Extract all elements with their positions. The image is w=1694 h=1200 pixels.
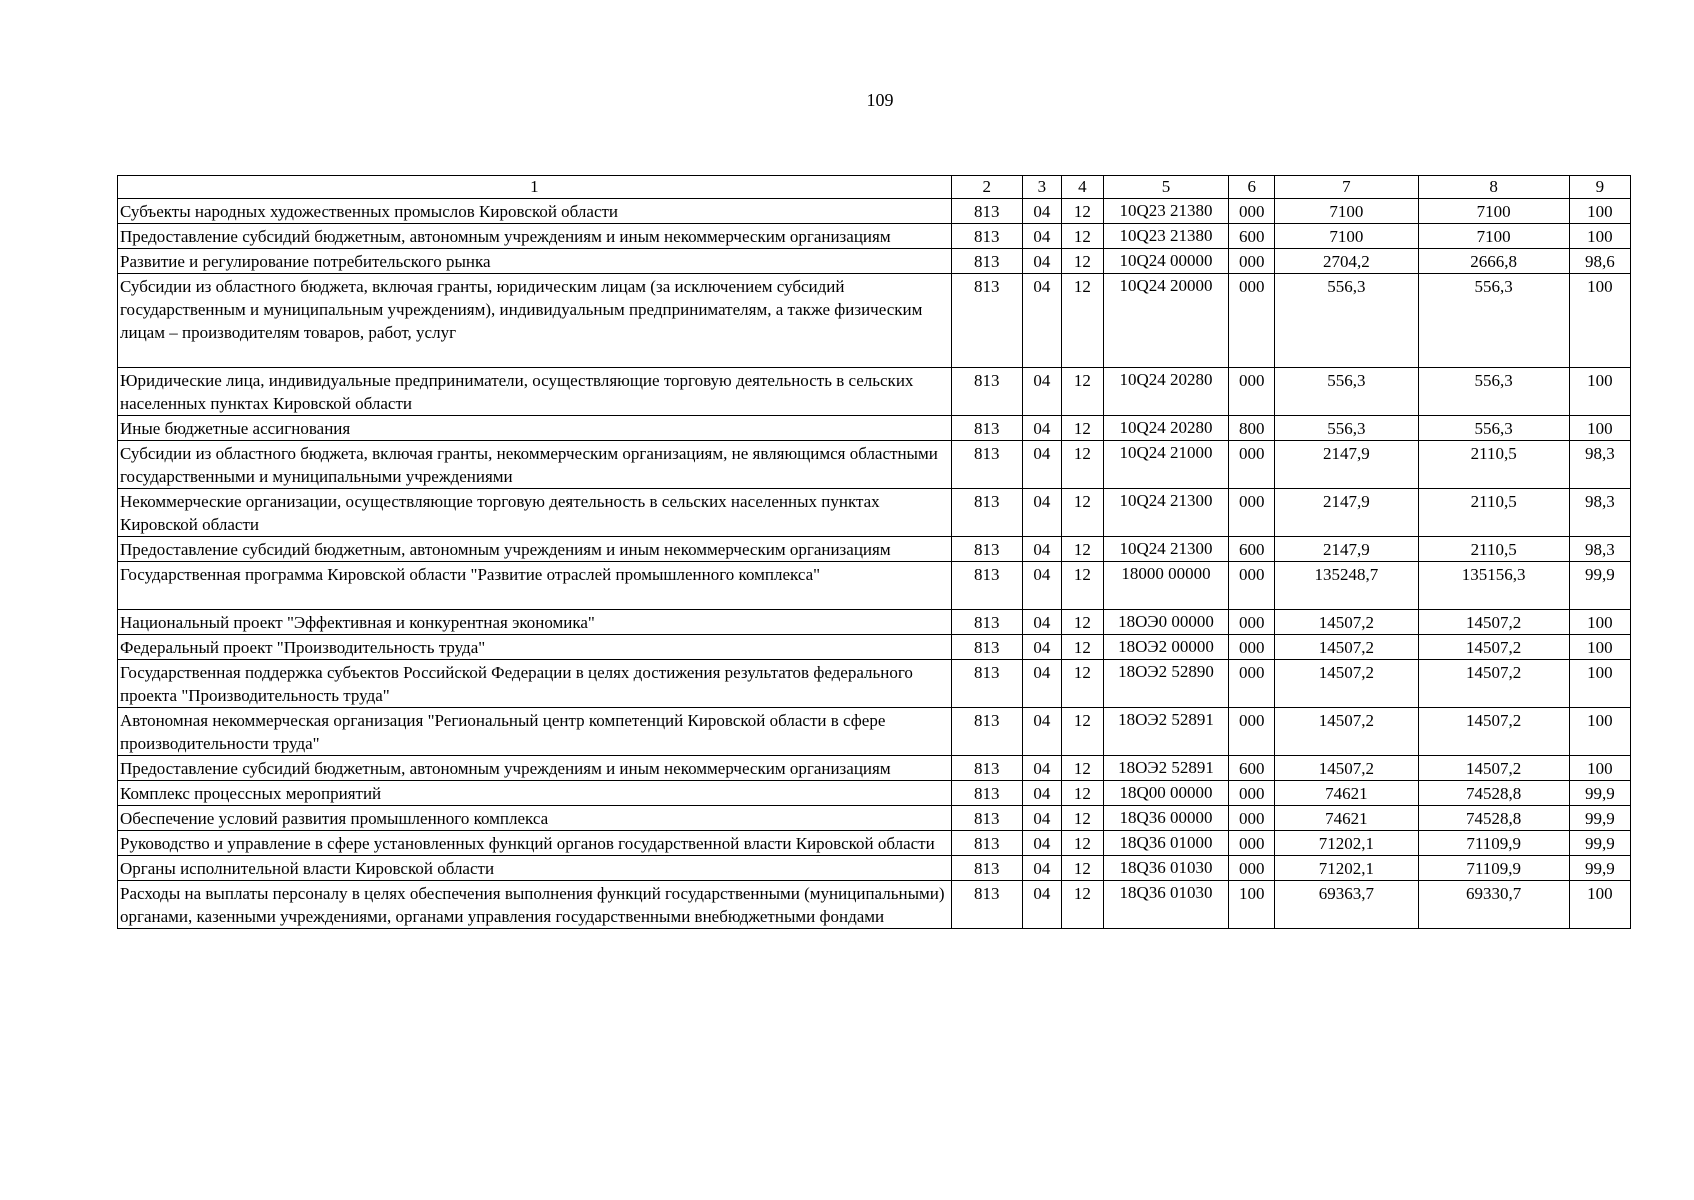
section-code: 04 xyxy=(1022,756,1061,781)
executed-amount: 74528,8 xyxy=(1418,806,1569,831)
section-code: 04 xyxy=(1022,806,1061,831)
target-article-code: 18Q36 01030 xyxy=(1103,856,1228,881)
ministry-code: 813 xyxy=(951,806,1022,831)
expense-type-code: 000 xyxy=(1229,831,1275,856)
planned-amount: 2147,9 xyxy=(1275,441,1418,489)
table-row xyxy=(118,756,1631,781)
subsection-code: 12 xyxy=(1061,441,1103,489)
target-article-code: 10Q24 20280 xyxy=(1103,416,1228,441)
expense-type-code: 000 xyxy=(1229,806,1275,831)
section-code: 04 xyxy=(1022,224,1061,249)
column-header-1: 1 xyxy=(118,176,952,199)
executed-amount: 14507,2 xyxy=(1418,635,1569,660)
expense-type-code: 000 xyxy=(1229,274,1275,368)
section-code: 04 xyxy=(1022,562,1061,610)
budget-table xyxy=(117,175,1631,929)
column-header-3: 3 xyxy=(1022,176,1061,199)
section-code: 04 xyxy=(1022,881,1061,929)
table-row xyxy=(118,224,1631,249)
subsection-code: 12 xyxy=(1061,224,1103,249)
expense-type-code: 000 xyxy=(1229,856,1275,881)
planned-amount: 71202,1 xyxy=(1275,856,1418,881)
planned-amount: 14507,2 xyxy=(1275,610,1418,635)
executed-amount: 74528,8 xyxy=(1418,781,1569,806)
table-row xyxy=(118,537,1631,562)
execution-percent: 99,9 xyxy=(1569,856,1630,881)
ministry-code: 813 xyxy=(951,416,1022,441)
execution-percent: 99,9 xyxy=(1569,562,1630,610)
table-row xyxy=(118,441,1631,489)
table-row xyxy=(118,489,1631,537)
row-name: Органы исполнительной власти Кировской области xyxy=(118,856,952,881)
table-row xyxy=(118,708,1631,756)
table-row xyxy=(118,274,1631,368)
execution-percent: 100 xyxy=(1569,635,1630,660)
expense-type-code: 600 xyxy=(1229,756,1275,781)
subsection-code: 12 xyxy=(1061,610,1103,635)
executed-amount: 14507,2 xyxy=(1418,708,1569,756)
planned-amount: 14507,2 xyxy=(1275,756,1418,781)
planned-amount: 556,3 xyxy=(1275,274,1418,368)
ministry-code: 813 xyxy=(951,635,1022,660)
row-name: Руководство и управление в сфере установленных функций органов государственной власти Кировской области xyxy=(118,831,952,856)
execution-percent: 98,3 xyxy=(1569,441,1630,489)
ministry-code: 813 xyxy=(951,441,1022,489)
section-code: 04 xyxy=(1022,199,1061,224)
ministry-code: 813 xyxy=(951,224,1022,249)
section-code: 04 xyxy=(1022,249,1061,274)
planned-amount: 14507,2 xyxy=(1275,635,1418,660)
planned-amount: 556,3 xyxy=(1275,368,1418,416)
subsection-code: 12 xyxy=(1061,660,1103,708)
ministry-code: 813 xyxy=(951,537,1022,562)
row-name: Иные бюджетные ассигнования xyxy=(118,416,952,441)
table-row xyxy=(118,199,1631,224)
execution-percent: 100 xyxy=(1569,416,1630,441)
ministry-code: 813 xyxy=(951,274,1022,368)
executed-amount: 2110,5 xyxy=(1418,441,1569,489)
execution-percent: 100 xyxy=(1569,881,1630,929)
executed-amount: 556,3 xyxy=(1418,274,1569,368)
target-article-code: 18ОЭ2 52891 xyxy=(1103,708,1228,756)
section-code: 04 xyxy=(1022,635,1061,660)
executed-amount: 556,3 xyxy=(1418,368,1569,416)
section-code: 04 xyxy=(1022,660,1061,708)
expense-type-code: 000 xyxy=(1229,781,1275,806)
executed-amount: 14507,2 xyxy=(1418,660,1569,708)
planned-amount: 74621 xyxy=(1275,781,1418,806)
row-name: Государственная программа Кировской области "Развитие отраслей промышленного комплекса" xyxy=(118,562,952,610)
section-code: 04 xyxy=(1022,441,1061,489)
table-row xyxy=(118,660,1631,708)
execution-percent: 99,9 xyxy=(1569,831,1630,856)
execution-percent: 100 xyxy=(1569,708,1630,756)
table-row xyxy=(118,881,1631,929)
expense-type-code: 000 xyxy=(1229,635,1275,660)
subsection-code: 12 xyxy=(1061,831,1103,856)
row-name: Некоммерческие организации, осуществляющие торговую деятельность в сельских населенных пунктах Кировской области xyxy=(118,489,952,537)
ministry-code: 813 xyxy=(951,756,1022,781)
ministry-code: 813 xyxy=(951,831,1022,856)
ministry-code: 813 xyxy=(951,660,1022,708)
table-row xyxy=(118,416,1631,441)
row-name: Комплекс процессных мероприятий xyxy=(118,781,952,806)
target-article-code: 18Q36 01030 xyxy=(1103,881,1228,929)
planned-amount: 74621 xyxy=(1275,806,1418,831)
table-row xyxy=(118,781,1631,806)
expense-type-code: 000 xyxy=(1229,660,1275,708)
target-article-code: 18Q36 00000 xyxy=(1103,806,1228,831)
executed-amount: 135156,3 xyxy=(1418,562,1569,610)
column-header-9: 9 xyxy=(1569,176,1630,199)
row-name: Субсидии из областного бюджета, включая гранты, юридическим лицам (за исключением субсидий государственным и муниципальным учреждениям), индивидуальным предпринимателям, а также физическим лицам – производителям товаров, работ, услуг xyxy=(118,274,952,368)
expense-type-code: 600 xyxy=(1229,537,1275,562)
expense-type-code: 000 xyxy=(1229,489,1275,537)
expense-type-code: 000 xyxy=(1229,199,1275,224)
expense-type-code: 000 xyxy=(1229,610,1275,635)
expense-type-code: 000 xyxy=(1229,708,1275,756)
column-header-8: 8 xyxy=(1418,176,1569,199)
expense-type-code: 800 xyxy=(1229,416,1275,441)
subsection-code: 12 xyxy=(1061,806,1103,831)
target-article-code: 10Q24 21300 xyxy=(1103,489,1228,537)
expense-type-code: 000 xyxy=(1229,441,1275,489)
section-code: 04 xyxy=(1022,489,1061,537)
subsection-code: 12 xyxy=(1061,274,1103,368)
subsection-code: 12 xyxy=(1061,249,1103,274)
subsection-code: 12 xyxy=(1061,199,1103,224)
execution-percent: 100 xyxy=(1569,199,1630,224)
execution-percent: 98,3 xyxy=(1569,489,1630,537)
ministry-code: 813 xyxy=(951,708,1022,756)
page-number: 109 xyxy=(866,90,894,110)
row-name: Предоставление субсидий бюджетным, автономным учреждениям и иным некоммерческим организациям xyxy=(118,537,952,562)
execution-percent: 100 xyxy=(1569,224,1630,249)
planned-amount: 135248,7 xyxy=(1275,562,1418,610)
subsection-code: 12 xyxy=(1061,416,1103,441)
executed-amount: 69330,7 xyxy=(1418,881,1569,929)
execution-percent: 100 xyxy=(1569,610,1630,635)
execution-percent: 99,9 xyxy=(1569,806,1630,831)
planned-amount: 71202,1 xyxy=(1275,831,1418,856)
expense-type-code: 000 xyxy=(1229,562,1275,610)
planned-amount: 556,3 xyxy=(1275,416,1418,441)
table-row xyxy=(118,249,1631,274)
table-row xyxy=(118,806,1631,831)
row-name: Государственная поддержка субъектов Российской Федерации в целях достижения результатов федерального проекта "Производительность труда" xyxy=(118,660,952,708)
row-name: Развитие и регулирование потребительского рынка xyxy=(118,249,952,274)
subsection-code: 12 xyxy=(1061,756,1103,781)
planned-amount: 14507,2 xyxy=(1275,708,1418,756)
executed-amount: 556,3 xyxy=(1418,416,1569,441)
planned-amount: 2147,9 xyxy=(1275,489,1418,537)
execution-percent: 100 xyxy=(1569,660,1630,708)
ministry-code: 813 xyxy=(951,610,1022,635)
planned-amount: 7100 xyxy=(1275,199,1418,224)
expense-type-code: 000 xyxy=(1229,249,1275,274)
target-article-code: 18ОЭ2 00000 xyxy=(1103,635,1228,660)
row-name: Федеральный проект "Производительность труда" xyxy=(118,635,952,660)
target-article-code: 18ОЭ2 52890 xyxy=(1103,660,1228,708)
column-header-4: 4 xyxy=(1061,176,1103,199)
table-row xyxy=(118,856,1631,881)
target-article-code: 18Q00 00000 xyxy=(1103,781,1228,806)
target-article-code: 10Q24 20280 xyxy=(1103,368,1228,416)
execution-percent: 100 xyxy=(1569,756,1630,781)
executed-amount: 7100 xyxy=(1418,224,1569,249)
planned-amount: 14507,2 xyxy=(1275,660,1418,708)
column-header-2: 2 xyxy=(951,176,1022,199)
target-article-code: 18Q36 01000 xyxy=(1103,831,1228,856)
expense-type-code: 600 xyxy=(1229,224,1275,249)
column-header-5: 5 xyxy=(1103,176,1228,199)
section-code: 04 xyxy=(1022,856,1061,881)
ministry-code: 813 xyxy=(951,368,1022,416)
ministry-code: 813 xyxy=(951,781,1022,806)
section-code: 04 xyxy=(1022,368,1061,416)
row-name: Национальный проект "Эффективная и конкурентная экономика" xyxy=(118,610,952,635)
row-name: Субъекты народных художественных промыслов Кировской области xyxy=(118,199,952,224)
executed-amount: 71109,9 xyxy=(1418,856,1569,881)
target-article-code: 10Q24 21000 xyxy=(1103,441,1228,489)
section-code: 04 xyxy=(1022,537,1061,562)
subsection-code: 12 xyxy=(1061,708,1103,756)
table-row xyxy=(118,635,1631,660)
target-article-code: 18ОЭ2 52891 xyxy=(1103,756,1228,781)
executed-amount: 7100 xyxy=(1418,199,1569,224)
row-name: Автономная некоммерческая организация "Региональный центр компетенций Кировской области в сфере производительности труда" xyxy=(118,708,952,756)
execution-percent: 100 xyxy=(1569,368,1630,416)
planned-amount: 69363,7 xyxy=(1275,881,1418,929)
ministry-code: 813 xyxy=(951,856,1022,881)
target-article-code: 10Q24 20000 xyxy=(1103,274,1228,368)
target-article-code: 10Q23 21380 xyxy=(1103,199,1228,224)
section-code: 04 xyxy=(1022,610,1061,635)
expense-type-code: 000 xyxy=(1229,368,1275,416)
planned-amount: 7100 xyxy=(1275,224,1418,249)
target-article-code: 18ОЭ0 00000 xyxy=(1103,610,1228,635)
executed-amount: 2666,8 xyxy=(1418,249,1569,274)
table-row xyxy=(118,368,1631,416)
row-name: Субсидии из областного бюджета, включая гранты, некоммерческим организациям, не являющимся областными государственными и муниципальными учреждениями xyxy=(118,441,952,489)
section-code: 04 xyxy=(1022,416,1061,441)
execution-percent: 98,6 xyxy=(1569,249,1630,274)
row-name: Расходы на выплаты персоналу в целях обеспечения выполнения функций государственными (муниципальными) органами, казенными учреждениями, органами управления государственными внебюджетными фондами xyxy=(118,881,952,929)
ministry-code: 813 xyxy=(951,562,1022,610)
table-row xyxy=(118,610,1631,635)
ministry-code: 813 xyxy=(951,199,1022,224)
planned-amount: 2704,2 xyxy=(1275,249,1418,274)
subsection-code: 12 xyxy=(1061,856,1103,881)
execution-percent: 100 xyxy=(1569,274,1630,368)
ministry-code: 813 xyxy=(951,881,1022,929)
column-header-7: 7 xyxy=(1275,176,1418,199)
subsection-code: 12 xyxy=(1061,368,1103,416)
row-name: Юридические лица, индивидуальные предприниматели, осуществляющие торговую деятельность в сельских населенных пунктах Кировской области xyxy=(118,368,952,416)
target-article-code: 18000 00000 xyxy=(1103,562,1228,610)
execution-percent: 98,3 xyxy=(1569,537,1630,562)
subsection-code: 12 xyxy=(1061,781,1103,806)
subsection-code: 12 xyxy=(1061,489,1103,537)
row-name: Обеспечение условий развития промышленного комплекса xyxy=(118,806,952,831)
executed-amount: 71109,9 xyxy=(1418,831,1569,856)
table-row xyxy=(118,831,1631,856)
executed-amount: 2110,5 xyxy=(1418,489,1569,537)
section-code: 04 xyxy=(1022,274,1061,368)
planned-amount: 2147,9 xyxy=(1275,537,1418,562)
ministry-code: 813 xyxy=(951,489,1022,537)
row-name: Предоставление субсидий бюджетным, автономным учреждениям и иным некоммерческим организациям xyxy=(118,224,952,249)
target-article-code: 10Q24 21300 xyxy=(1103,537,1228,562)
target-article-code: 10Q23 21380 xyxy=(1103,224,1228,249)
executed-amount: 14507,2 xyxy=(1418,610,1569,635)
executed-amount: 14507,2 xyxy=(1418,756,1569,781)
column-header-6: 6 xyxy=(1229,176,1275,199)
subsection-code: 12 xyxy=(1061,537,1103,562)
execution-percent: 99,9 xyxy=(1569,781,1630,806)
section-code: 04 xyxy=(1022,831,1061,856)
ministry-code: 813 xyxy=(951,249,1022,274)
section-code: 04 xyxy=(1022,781,1061,806)
subsection-code: 12 xyxy=(1061,881,1103,929)
expense-type-code: 100 xyxy=(1229,881,1275,929)
subsection-code: 12 xyxy=(1061,635,1103,660)
table-header-row xyxy=(118,176,1631,199)
subsection-code: 12 xyxy=(1061,562,1103,610)
row-name: Предоставление субсидий бюджетным, автономным учреждениям и иным некоммерческим организациям xyxy=(118,756,952,781)
section-code: 04 xyxy=(1022,708,1061,756)
target-article-code: 10Q24 00000 xyxy=(1103,249,1228,274)
table-row xyxy=(118,562,1631,610)
executed-amount: 2110,5 xyxy=(1418,537,1569,562)
